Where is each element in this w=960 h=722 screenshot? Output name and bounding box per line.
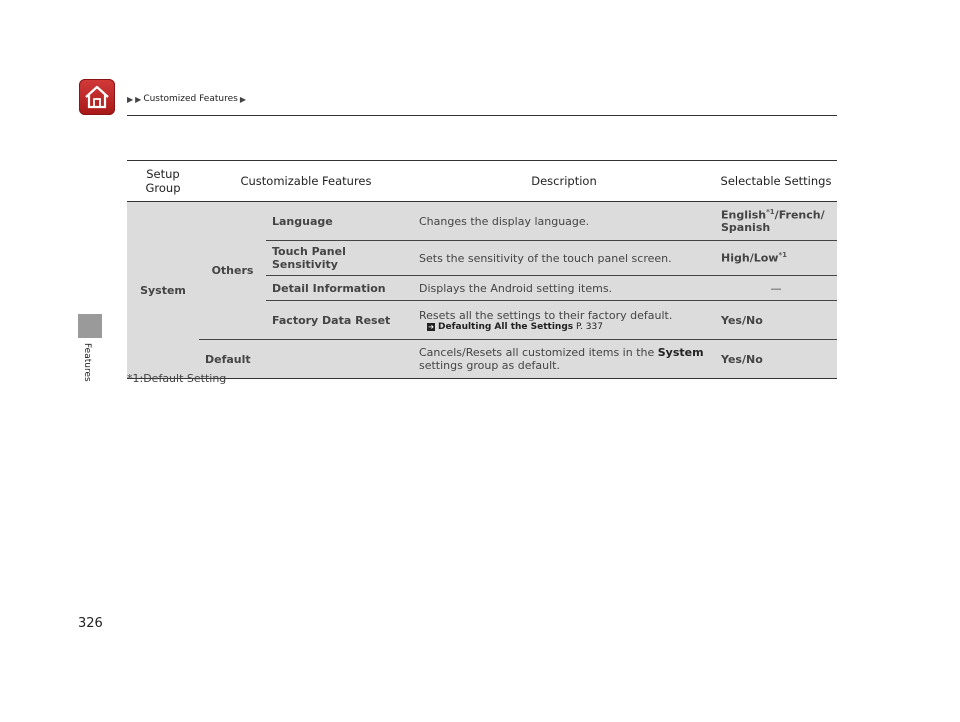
feature-description: Sets the sensitivity of the touch panel screen. xyxy=(413,241,715,276)
setting-option: English xyxy=(721,208,767,222)
header-setup-group: Setup Group xyxy=(127,161,199,202)
triangle-right-icon: ▶ xyxy=(239,94,246,104)
breadcrumb xyxy=(127,94,246,104)
header-rule xyxy=(127,115,837,116)
setting-option: Low xyxy=(753,251,779,265)
description-text: Cancels/Resets all customized items in the xyxy=(419,346,655,359)
feature-settings: High/Low$^{*1}$ xyxy=(715,241,837,276)
features-table xyxy=(127,160,837,379)
triangle-right-icon: ▶ xyxy=(127,94,134,104)
feature-settings: Yes/No xyxy=(715,340,837,379)
header-customizable-features: Customizable Features xyxy=(199,161,413,202)
setting-option: Yes xyxy=(721,313,742,327)
header-selectable-settings: Selectable Settings xyxy=(715,161,837,202)
page-number: 326 xyxy=(78,616,103,631)
breadcrumb-item[interactable]: Customized Features xyxy=(143,94,238,104)
description-text: Resets all the settings to their factory default. xyxy=(419,308,673,322)
table-row xyxy=(127,340,837,379)
description-text: settings group as default. xyxy=(419,359,560,372)
cross-reference[interactable] xyxy=(419,322,709,332)
setting-option: Yes xyxy=(721,352,742,366)
subgroup-label: Others xyxy=(199,202,266,340)
description-bold: System xyxy=(657,346,704,359)
section-tab[interactable] xyxy=(78,314,102,338)
feature-name: Touch Panel Sensitivity xyxy=(266,241,413,276)
feature-description: Changes the display language. xyxy=(413,202,715,241)
feature-settings: English$^{*1}$/French/ Spanish xyxy=(715,202,837,241)
feature-name: Language xyxy=(266,202,413,241)
feature-name: Default xyxy=(199,340,413,379)
group-label: System xyxy=(127,202,199,379)
feature-description xyxy=(413,340,715,379)
header-description: Description xyxy=(413,161,715,202)
home-icon[interactable] xyxy=(79,79,115,115)
reference-arrow-icon: ➔ xyxy=(428,322,434,331)
feature-description: Displays the Android setting items. xyxy=(413,276,715,301)
setting-option: No xyxy=(746,313,763,327)
triangle-right-icon: ▶ xyxy=(135,94,142,104)
footnote-marker: *1 xyxy=(778,251,787,260)
reference-page[interactable]: P. 337 xyxy=(576,321,603,332)
setting-option: No xyxy=(746,352,763,366)
table-bottom-rule xyxy=(127,378,837,379)
feature-name: Detail Information xyxy=(266,276,413,301)
setting-option: High xyxy=(721,251,750,265)
feature-description xyxy=(413,301,715,340)
table-header-row xyxy=(127,161,837,202)
section-label: Features xyxy=(82,343,92,382)
feature-settings: Yes/No xyxy=(715,301,837,340)
table-row xyxy=(127,202,837,241)
setting-option: French xyxy=(778,208,821,222)
feature-settings: — xyxy=(715,276,837,301)
footnote: *1:Default Setting xyxy=(127,372,227,385)
reference-title[interactable]: Defaulting All the Settings xyxy=(438,321,574,332)
feature-name: Factory Data Reset xyxy=(266,301,413,340)
setting-option: Spanish xyxy=(721,221,771,235)
footnote-marker: *1 xyxy=(766,207,775,216)
